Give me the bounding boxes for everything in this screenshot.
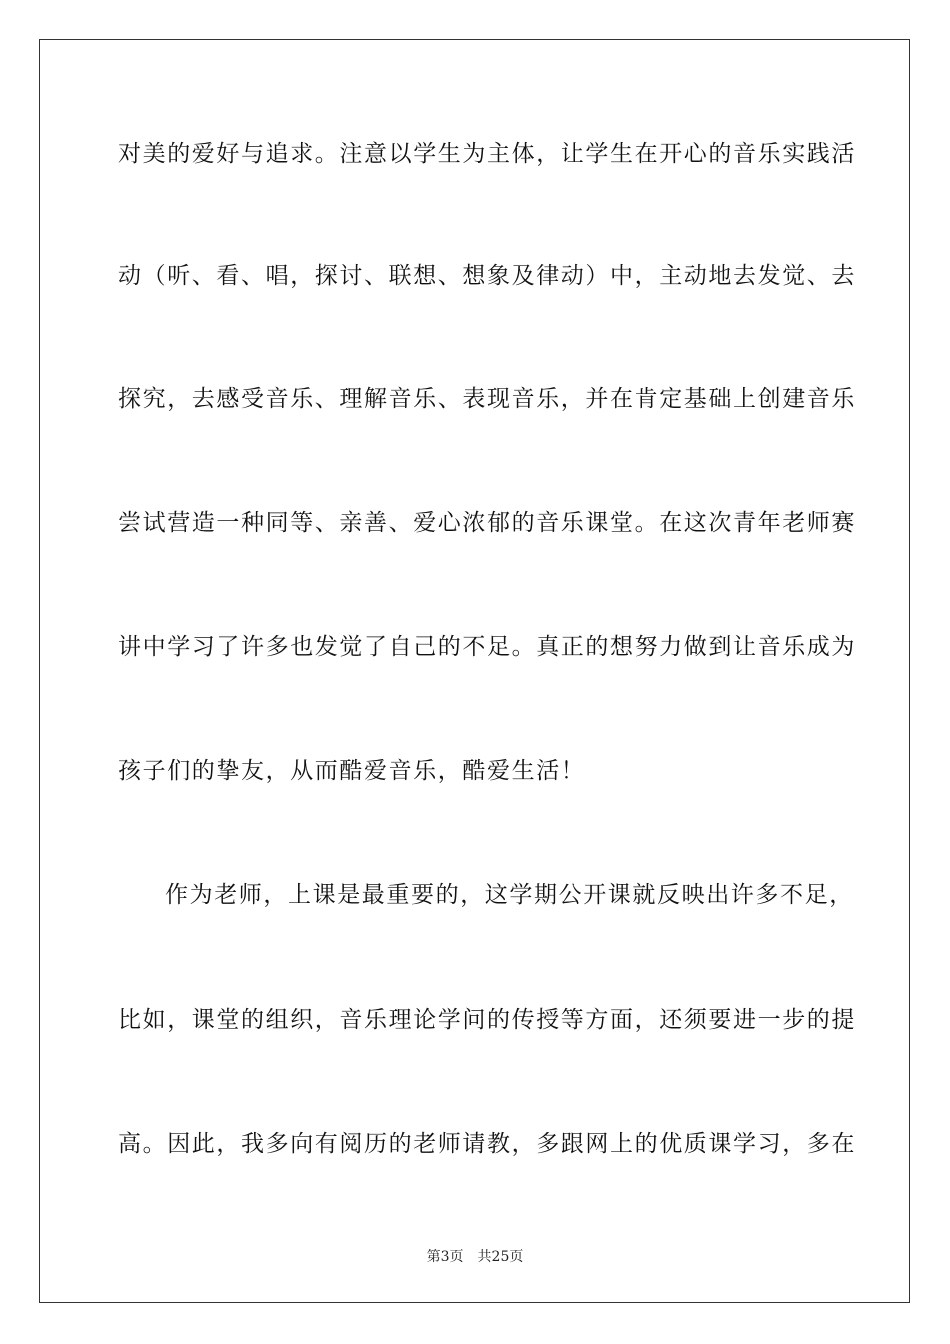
text-line: 尝试营造一种同等、亲善、爱心浓郁的音乐课堂。在这次青年老师赛 [118,510,856,536]
text-line: 讲中学习了许多也发觉了自己的不足。真正的想努力做到让音乐成为 [118,634,856,660]
text-line: 比如，课堂的组织，音乐理论学问的传授等方面，还须要进一步的提 [118,1007,856,1033]
page-total: 共25页 [477,1249,524,1265]
page-border [39,39,910,1303]
text-line-indented: 作为老师，上课是最重要的，这学期公开课就反映出许多不足， [165,882,854,908]
page-footer [0,1247,950,1267]
text-line: 孩子们的挚友，从而酷爱音乐，酷爱生活！ [118,758,586,784]
page-number: 第3页 [426,1249,464,1265]
text-line: 高。因此，我多向有阅历的老师请教，多跟网上的优质课学习，多在 [118,1131,856,1157]
text-line: 探究，去感受音乐、理解音乐、表现音乐，并在肯定基础上创建音乐 [118,386,856,412]
text-line: 对美的爱好与追求。注意以学生为主体，让学生在开心的音乐实践活 [118,141,856,167]
text-line: 动（听、看、唱，探讨、联想、想象及律动）中，主动地去发觉、去 [118,263,856,289]
